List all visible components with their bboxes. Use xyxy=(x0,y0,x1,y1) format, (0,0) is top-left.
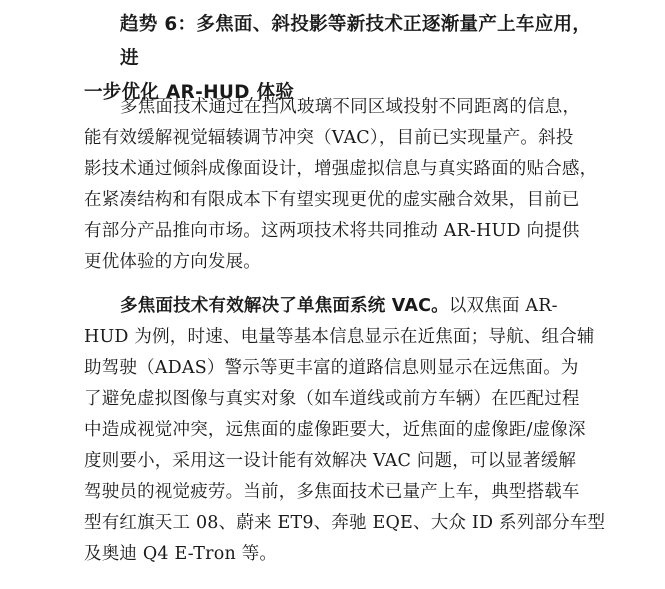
paragraph-line: 型有红旗天工 08、蔚来 ET9、奔驰 EQE、大众 ID 系列部分车型 xyxy=(84,513,606,533)
paragraph-line: 能有效缓解视觉辐辏调节冲突（VAC），目前已实现量产。斜投 xyxy=(84,128,574,148)
paragraph-line: 影技术通过倾斜成像面设计，增强虚拟信息与真实路面的贴合感， xyxy=(84,159,598,179)
paragraph-line: 在紧凑结构和有限成本下有望实现更优的虚实融合效果，目前已 xyxy=(84,190,580,210)
paragraph-2 xyxy=(84,291,606,570)
paragraph-1 xyxy=(84,92,598,278)
paragraph-line xyxy=(84,291,590,322)
paragraph-line: 多焦面技术通过在挡风玻璃不同区域投射不同距离的信息， xyxy=(120,97,581,117)
paragraph-line-rest: 以双焦面 AR- xyxy=(448,296,558,316)
paragraph-line: 有部分产品推向市场。这两项技术将共同推动 AR-HUD 向提供 xyxy=(84,221,580,241)
paragraph-lead-sentence: 多焦面技术有效解决了单焦面系统 VAC。 xyxy=(120,296,449,316)
paragraph-line: 度则要小，采用这一设计能有效解决 VAC 问题，可以显著缓解 xyxy=(84,451,577,471)
heading-line-1: 趋势 6：多焦面、斜投影等新技术正逐渐量产上车应用，进 xyxy=(120,14,592,69)
paragraph-line: 及奥迪 Q4 E-Tron 等。 xyxy=(84,544,278,564)
paragraph-line: 助驾驶（ADAS）警示等更丰富的道路信息则显示在远焦面。为 xyxy=(84,358,579,378)
paragraph-line: 驾驶员的视觉疲劳。当前，多焦面技术已量产上车，典型搭载车 xyxy=(84,482,580,502)
paragraph-line: 中造成视觉冲突，远焦面的虚像距要大，近焦面的虚像距/虚像深 xyxy=(84,420,586,440)
paragraph-line: 了避免虚拟图像与真实对象（如车道线或前方车辆）在匹配过程 xyxy=(84,389,580,409)
paragraph-line: HUD 为例，时速、电量等基本信息显示在近焦面；导航、组合辅 xyxy=(84,327,595,347)
paragraph-line: 更优体验的方向发展。 xyxy=(84,252,261,272)
heading-line-2: 一步优化 AR-HUD 体验 xyxy=(84,82,295,103)
